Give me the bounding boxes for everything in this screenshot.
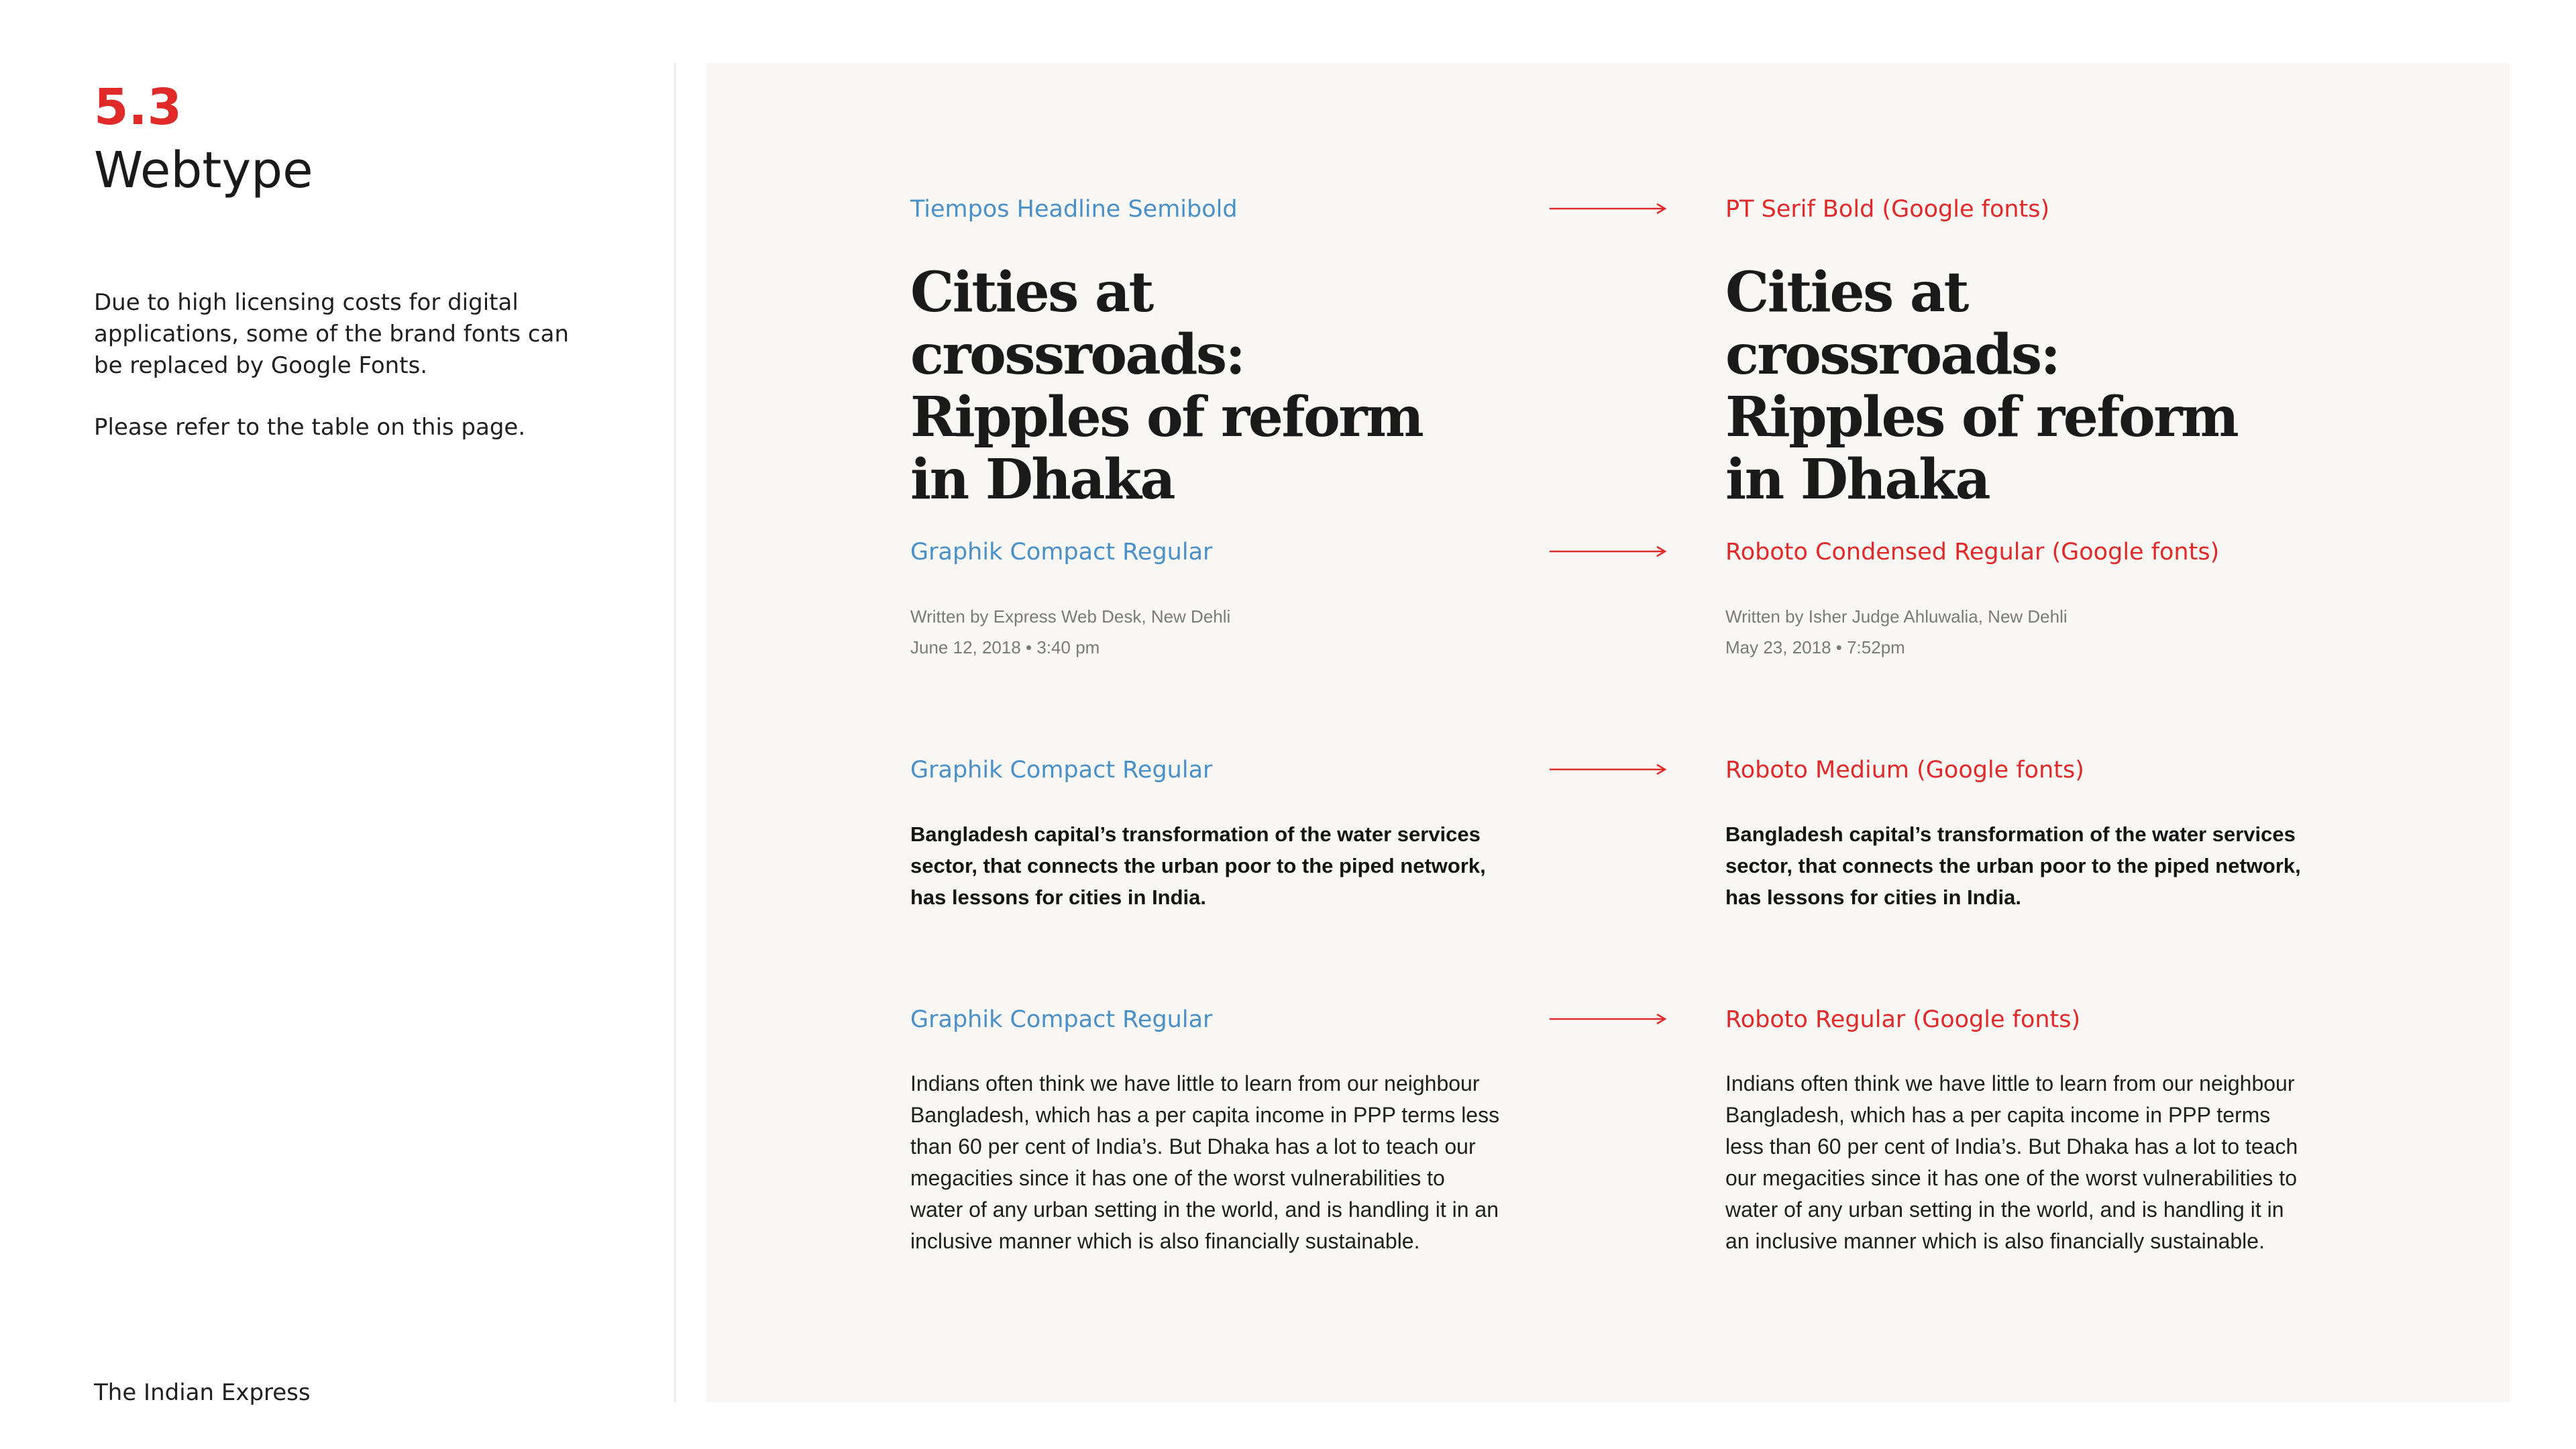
body-sample-brand: Indians often think we have little to learn from our neighbour Bangladesh, which has a per capita income in PPP terms less than 60 per cent of India’s. But Dhaka has a lot to teach our megacities since it has one of the worst vulnerabilities to water of any urban setting in the world, and is handling it in an inclusive manner which is also financially sustainable. xyxy=(910,1071,1500,1253)
brand-font-label-byline: Graphik Compact Regular xyxy=(910,539,1213,566)
byline-date-google: May 23, 2018 • 7:52pm xyxy=(1725,637,1905,657)
byline-author-brand: Written by Express Web Desk, New Dehli xyxy=(910,606,1231,627)
arrow-right-icon xyxy=(1550,763,1667,776)
google-font-label-body: Roboto Regular (Google fonts) xyxy=(1725,1006,2081,1033)
section-number: 5.3 xyxy=(94,78,182,136)
brand-font-label-deck: Graphik Compact Regular xyxy=(910,757,1213,784)
headline-sample-brand: Cities at crossroads: Ripples of reform in Dhaka xyxy=(910,260,1423,512)
arrow-right-icon xyxy=(1550,1012,1667,1026)
intro-text: Due to high licensing costs for digital applications, some of the brand fonts can be replaced by Google Fonts. xyxy=(94,289,570,379)
google-font-label-byline: Roboto Condensed Regular (Google fonts) xyxy=(1725,539,2220,566)
brand-font-label-body: Graphik Compact Regular xyxy=(910,1006,1213,1033)
reference-note: Please refer to the table on this page. xyxy=(94,414,526,441)
brand-font-label-headline: Tiempos Headline Semibold xyxy=(910,196,1238,223)
headline-sample-google: Cities at crossroads: Ripples of reform in Dhaka xyxy=(1725,260,2238,512)
byline-date-brand: June 12, 2018 • 3:40 pm xyxy=(910,637,1100,657)
arrow-right-icon xyxy=(1550,545,1667,558)
footer-brand: The Indian Express xyxy=(94,1379,311,1406)
byline-author-google: Written by Isher Judge Ahluwalia, New Dehli xyxy=(1725,606,2068,627)
arrow-right-icon xyxy=(1550,202,1667,215)
google-font-label-deck: Roboto Medium (Google fonts) xyxy=(1725,757,2084,784)
vertical-divider xyxy=(674,63,676,1402)
google-font-label-headline: PT Serif Bold (Google fonts) xyxy=(1725,196,2050,223)
section-title: Webtype xyxy=(94,142,313,199)
deck-sample-brand: Bangladesh capital’s transformation of the water services sector, that connects the urban poor to the piped network, has lessons for cities in India. xyxy=(910,822,1486,909)
deck-sample-google: Bangladesh capital’s transformation of the water services sector, that connects the urban poor to the piped network, has lessons for cities in India. xyxy=(1725,822,2301,909)
body-sample-google: Indians often think we have little to learn from our neighbour Bangladesh, which has a per capita income in PPP terms less than 60 per cent of India’s. But Dhaka has a lot to teach our megacities since it has one of the worst vulnerabilities to water of any urban setting in the world, and is handling it in an inclusive manner which is also financially sustainable. xyxy=(1725,1071,2298,1253)
